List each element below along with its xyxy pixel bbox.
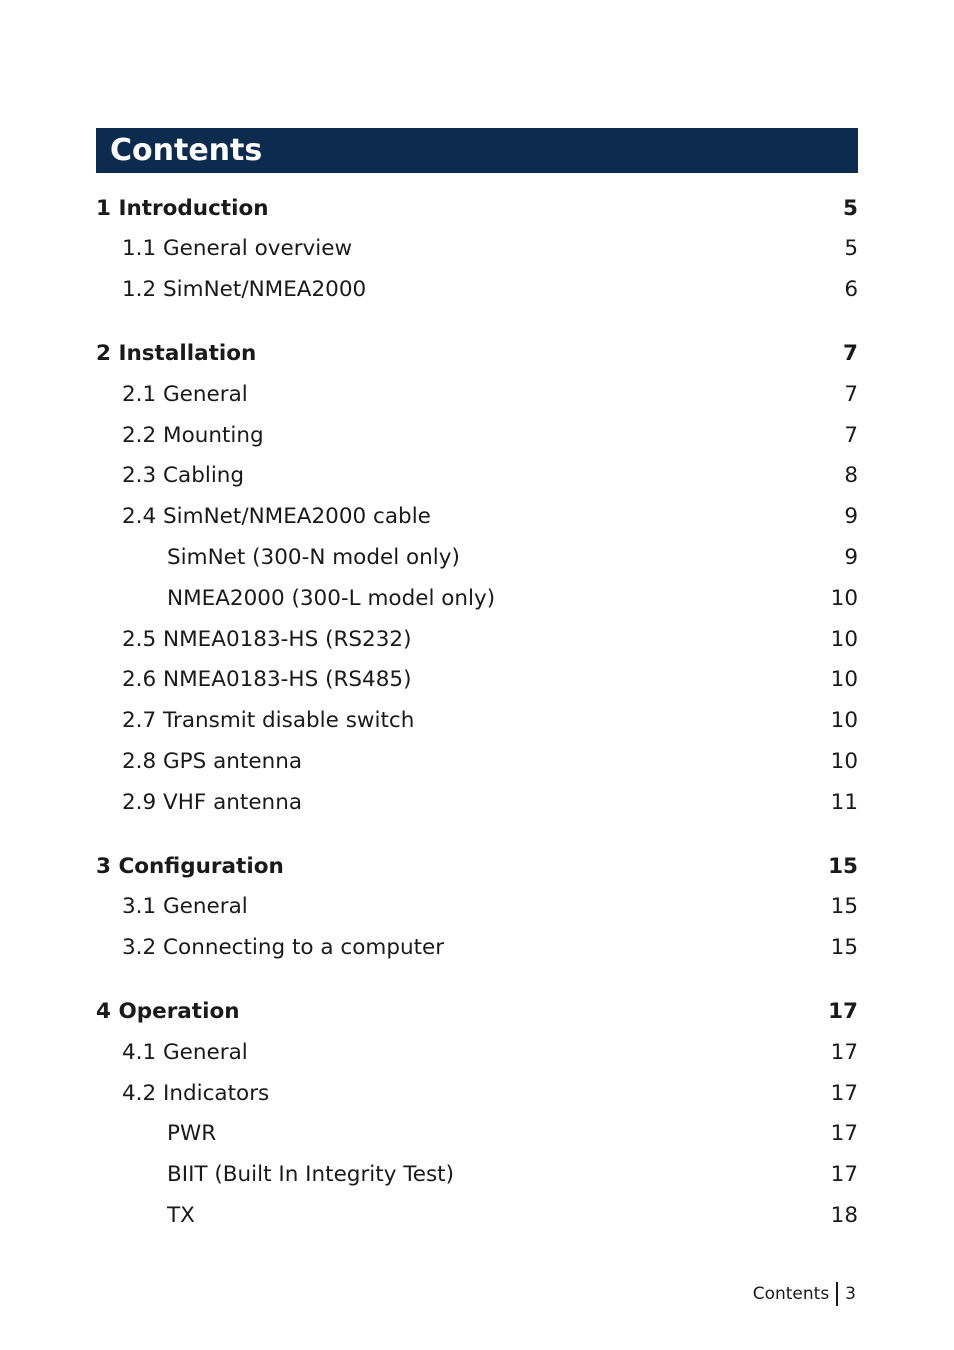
toc-entry-page: 15	[828, 853, 858, 879]
toc-entry[interactable]	[96, 1073, 858, 1114]
toc-entry[interactable]	[96, 741, 858, 782]
page-title: Contents	[110, 132, 263, 168]
toc-entry-page: 7	[843, 341, 858, 367]
toc-entry-title: NMEA2000 (300-L model only)	[167, 585, 496, 611]
toc-entry[interactable]	[96, 887, 858, 928]
toc-entry[interactable]	[96, 188, 858, 229]
toc-entry-title: 1.2 SimNet/NMEA2000	[122, 277, 367, 303]
toc-entry-title: 3.1 General	[122, 894, 248, 920]
toc-entry-page: 5	[843, 195, 858, 221]
toc-entry-title: 1 Introduction	[96, 195, 269, 221]
toc-entry-title: 2.4 SimNet/NMEA2000 cable	[122, 504, 431, 530]
toc-entry[interactable]	[96, 497, 858, 538]
toc-entry-title: 4.1 General	[122, 1039, 248, 1065]
toc-entry[interactable]	[96, 846, 858, 887]
toc-entry-title: 2.7 Transmit disable switch	[122, 708, 415, 734]
footer-divider	[836, 1282, 838, 1306]
toc-entry-page: 10	[830, 626, 858, 652]
toc-entry-title: 4.2 Indicators	[122, 1080, 270, 1106]
toc-entry-title: 2.8 GPS antenna	[122, 749, 303, 774]
contents-header	[96, 128, 858, 173]
toc-entry[interactable]	[96, 333, 858, 374]
toc-entry-page: 15	[830, 894, 858, 920]
toc-entry-title: 2.2 Mounting	[122, 422, 264, 448]
toc-entry-page: 10	[830, 585, 858, 611]
toc-entry-title: 2.5 NMEA0183-HS (RS232)	[122, 626, 412, 652]
toc-entry-page: 17	[830, 1121, 858, 1147]
toc-entry-title: 2 Installation	[96, 341, 257, 367]
toc-entry-page: 17	[828, 998, 858, 1024]
toc-entry[interactable]	[96, 782, 858, 823]
toc-entry-page: 9	[844, 545, 858, 571]
toc-entry[interactable]	[96, 928, 858, 969]
toc-entry-title: 2.6 NMEA0183-HS (RS485)	[122, 667, 412, 693]
toc-entry-page: 10	[830, 749, 858, 774]
toc-entry[interactable]	[96, 456, 858, 497]
toc-entry[interactable]	[96, 991, 858, 1032]
toc-entry-page: 10	[830, 708, 858, 734]
toc-entry[interactable]	[96, 1155, 858, 1196]
toc-entry[interactable]	[96, 660, 858, 701]
toc-entry-page: 10	[830, 667, 858, 693]
toc-entry-title: 1.1 General overview	[122, 236, 353, 262]
toc-entry-page: 18	[830, 1202, 858, 1228]
footer-section-label: Contents	[752, 1284, 830, 1304]
toc-entry-page: 17	[830, 1039, 858, 1065]
toc-entry-title: BIIT (Built In Integrity Test)	[167, 1162, 454, 1188]
toc-entry[interactable]	[96, 270, 858, 311]
toc-entry-page: 7	[844, 381, 858, 407]
table-of-contents	[96, 188, 858, 1236]
footer-page-number: 3	[845, 1284, 856, 1304]
toc-entry-page: 8	[844, 463, 858, 489]
toc-entry[interactable]	[96, 1032, 858, 1073]
toc-entry-title: 4 Operation	[96, 998, 240, 1024]
toc-entry-title: 3.2 Connecting to a computer	[122, 935, 445, 961]
toc-entry[interactable]	[96, 415, 858, 456]
toc-entry-page: 5	[844, 236, 858, 262]
toc-entry-title: SimNet (300-N model only)	[167, 545, 460, 571]
toc-entry[interactable]	[96, 1195, 858, 1236]
toc-entry[interactable]	[96, 229, 858, 270]
toc-entry-title: 2.1 General	[122, 381, 248, 407]
toc-entry[interactable]	[96, 537, 858, 578]
toc-entry-title: 2.9 VHF antenna	[122, 789, 302, 815]
toc-entry[interactable]	[96, 374, 858, 415]
toc-entry-title: 2.3 Cabling	[122, 463, 245, 489]
toc-entry-title: TX	[167, 1202, 195, 1228]
toc-entry-page: 11	[830, 789, 858, 815]
toc-entry-page: 15	[830, 935, 858, 961]
toc-entry[interactable]	[96, 619, 858, 660]
toc-entry[interactable]	[96, 701, 858, 742]
toc-entry-title: 3 Configuration	[96, 853, 284, 879]
toc-entry-page: 6	[844, 277, 858, 303]
toc-entry-page: 17	[830, 1080, 858, 1106]
toc-entry-title: PWR	[167, 1121, 217, 1147]
toc-entry-page: 17	[830, 1162, 858, 1188]
toc-entry-page: 7	[844, 422, 858, 448]
toc-entry[interactable]	[96, 1114, 858, 1155]
page-footer	[753, 1282, 856, 1306]
toc-entry[interactable]	[96, 578, 858, 619]
toc-entry-page: 9	[844, 504, 858, 530]
